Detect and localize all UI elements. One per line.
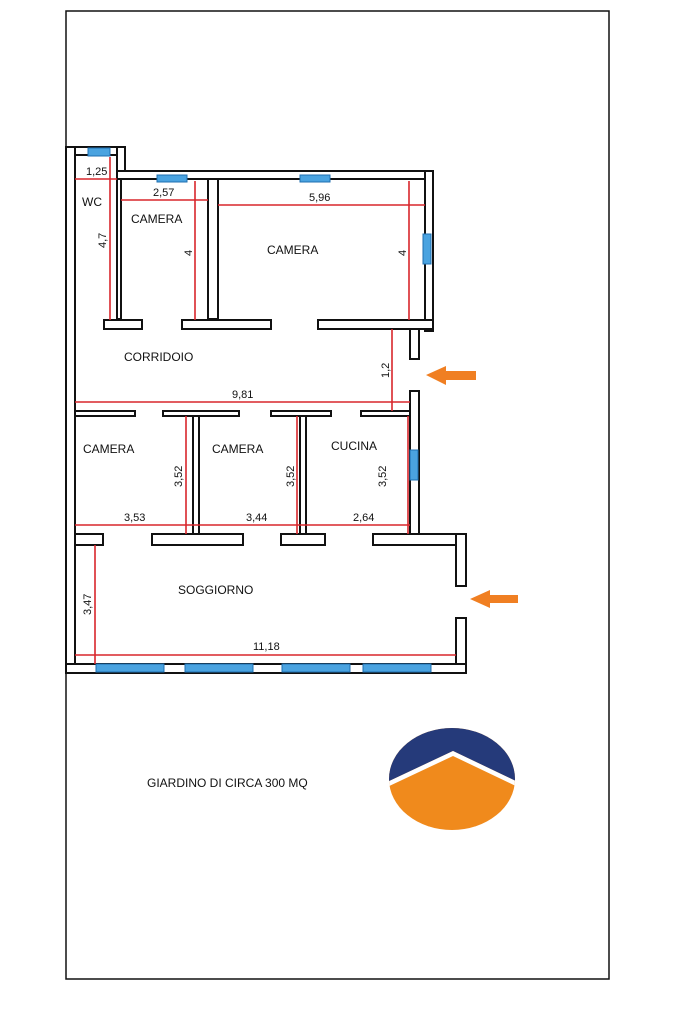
dim-wc-width: 1,25 — [86, 166, 108, 178]
window — [157, 175, 187, 182]
wall — [117, 179, 121, 319]
wall — [104, 320, 142, 329]
window — [423, 234, 431, 264]
room-label-camera-4: CAMERA — [212, 442, 264, 456]
window — [96, 664, 164, 672]
wall — [182, 320, 271, 329]
room-label-soggiorno: SOGGIORNO — [178, 583, 254, 597]
dim-corridoio-length: 9,81 — [232, 389, 254, 401]
arrow-left-icon — [470, 590, 518, 608]
window — [410, 450, 418, 480]
dim-soggiorno-length: 11,18 — [253, 641, 280, 653]
dim-camera-3-width: 3,53 — [124, 512, 146, 524]
room-label-wc: WC — [82, 195, 102, 209]
arrow-left-icon — [426, 366, 476, 385]
dim-camera-3-height: 3,52 — [173, 465, 185, 487]
dim-camera-1-width: 2,57 — [153, 187, 175, 199]
dim-camera-2-width: 5,96 — [309, 192, 331, 204]
wall — [75, 534, 103, 545]
dim-camera-1-height: 4 — [183, 249, 195, 256]
room-label-camera-1: CAMERA — [131, 212, 183, 226]
room-label-camera-2: CAMERA — [267, 243, 319, 257]
room-label-camera-3: CAMERA — [83, 442, 135, 456]
wall — [66, 147, 75, 673]
page-frame — [66, 11, 609, 979]
dim-soggiorno-height: 3,47 — [82, 593, 94, 615]
window — [282, 664, 350, 672]
wall — [373, 534, 466, 545]
wall — [75, 411, 135, 416]
dim-camera-4-width: 3,44 — [246, 512, 268, 524]
dimension-labels — [82, 166, 409, 653]
wall — [456, 534, 466, 586]
walls — [66, 147, 466, 673]
arrow-left-icon — [470, 590, 518, 608]
wall — [163, 411, 239, 416]
wall — [193, 416, 199, 534]
wall — [281, 534, 325, 545]
dim-wc-height: 4,7 — [97, 232, 109, 248]
wall — [300, 416, 306, 534]
wall — [117, 147, 125, 171]
window — [185, 664, 253, 672]
wall — [318, 320, 433, 329]
room-label-corridoio: CORRIDOIO — [124, 350, 194, 364]
window — [363, 664, 431, 672]
dim-corridoio-height: 1,2 — [380, 362, 392, 378]
garden-label: GIARDINO DI CIRCA 300 MQ — [147, 776, 308, 790]
wall — [361, 411, 410, 416]
dim-camera-2-height: 4 — [397, 249, 409, 256]
dim-cucina-width: 2,64 — [353, 512, 375, 524]
wall — [152, 534, 243, 545]
wall — [410, 329, 419, 359]
room-label-cucina: CUCINA — [331, 439, 378, 453]
dim-cucina-height: 3,52 — [377, 465, 389, 487]
wall — [208, 179, 218, 319]
window — [88, 148, 110, 156]
dim-camera-4-height: 3,52 — [285, 465, 297, 487]
agency-logo-icon — [385, 725, 520, 835]
window — [300, 175, 330, 182]
arrow-left-icon — [426, 366, 476, 385]
